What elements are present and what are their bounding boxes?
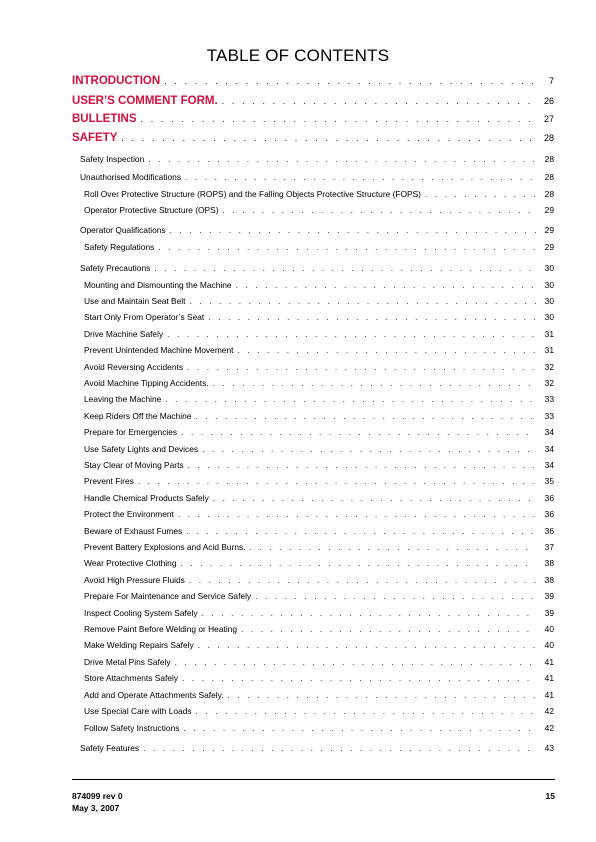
dot-leader [198, 607, 536, 619]
footer-page-number: 15 [545, 791, 555, 801]
toc-entry-page: 30 [544, 312, 554, 322]
toc-entry[interactable] [84, 344, 554, 356]
toc-entry[interactable] [84, 295, 554, 307]
toc-entry-label: Keep Riders Off the Machine [84, 411, 192, 421]
toc-entry[interactable] [84, 188, 554, 200]
toc-entry-page: 41 [544, 690, 554, 700]
toc-entry-page: 30 [544, 263, 554, 273]
toc-entry-label: Prepare For Maintenance and Service Safely [84, 591, 252, 601]
toc-entry[interactable] [84, 475, 554, 487]
dot-leader [134, 475, 536, 487]
toc-entry[interactable] [84, 443, 554, 455]
toc-entry[interactable] [80, 153, 554, 165]
toc-entry[interactable] [84, 311, 554, 323]
toc-entry-page: 32 [544, 362, 554, 372]
toc-entry-label: Roll Over Protective Structure (ROPS) and the Falling Objects Protective Structure (FOPS) [84, 189, 421, 199]
toc-entry-page: 36 [544, 526, 554, 536]
toc-entry-bulletins[interactable] [72, 111, 554, 127]
toc-entry-page: 34 [544, 427, 554, 437]
toc-entry[interactable] [84, 607, 554, 619]
dot-leader [174, 508, 536, 520]
toc-entry-page: 42 [544, 706, 554, 716]
toc-entry[interactable] [84, 656, 554, 668]
toc-entry-page: 33 [544, 411, 554, 421]
toc-entry[interactable] [84, 204, 554, 216]
toc-entry-page: 29 [544, 205, 554, 215]
dot-leader [251, 590, 536, 602]
dot-leader [184, 459, 536, 471]
toc-entry[interactable] [84, 672, 554, 684]
toc-entry-page: 31 [544, 329, 554, 339]
toc-entry-page: 40 [544, 640, 554, 650]
toc-entry[interactable] [84, 541, 554, 553]
dot-leader [209, 492, 536, 504]
toc-entry[interactable] [84, 590, 554, 602]
toc-entry-label: Leaving the Machine [84, 394, 162, 404]
dot-leader [178, 672, 536, 684]
dot-leader [176, 557, 536, 569]
toc-entry-page: 43 [544, 743, 554, 753]
toc-entry[interactable] [84, 459, 554, 471]
toc-entry-page: 36 [544, 493, 554, 503]
toc-entry-label: Beware of Exhaust Fumes [84, 526, 183, 536]
toc-entry[interactable] [84, 689, 554, 701]
toc-entry-label: Prevent Unintended Machine Movement [84, 345, 234, 355]
toc-entry[interactable] [84, 241, 554, 253]
toc-entry[interactable] [84, 426, 554, 438]
dot-leader [166, 224, 536, 236]
toc-entry-label: Wear Protective Clothing [84, 558, 177, 568]
toc-entry-introduction[interactable] [72, 73, 554, 89]
dot-leader [246, 541, 536, 553]
toc-entry-label: Add and Operate Attachments Safely. [84, 690, 224, 700]
toc-entry-page: 7 [548, 76, 554, 86]
toc-entry-page: 27 [543, 114, 554, 124]
toc-entry-page: 34 [544, 460, 554, 470]
toc-entry-label: Safety Features [80, 743, 140, 753]
toc-entry[interactable] [84, 393, 554, 405]
toc-entry-label: Prevent Battery Explosions and Acid Burns. [84, 542, 246, 552]
footer-doc-number: 874099 rev 0 [72, 791, 123, 801]
toc-entry-label: Prepare for Emergencies [84, 427, 178, 437]
dot-leader [182, 525, 536, 537]
toc-entry-page: 31 [544, 345, 554, 355]
toc-entry-label: Mounting and Dismounting the Machine [84, 280, 232, 290]
toc-entry-page: 38 [544, 558, 554, 568]
dot-leader [117, 130, 536, 146]
toc-entry[interactable] [84, 623, 554, 635]
toc-entry-page: 29 [544, 225, 554, 235]
dot-leader [137, 111, 536, 127]
toc-entry[interactable] [84, 279, 554, 291]
toc-entry-label: Avoid Reversing Accidents [84, 362, 184, 372]
footer-date: May 3, 2007 [72, 803, 120, 813]
dot-leader [209, 377, 536, 389]
toc-entry[interactable] [84, 361, 554, 373]
dot-leader [171, 656, 536, 668]
toc-entry-page: 38 [544, 575, 554, 585]
toc-entry-page: 37 [544, 542, 554, 552]
dot-leader [181, 171, 536, 183]
toc-entry-label: Inspect Cooling System Safely [84, 608, 198, 618]
dot-leader [144, 153, 536, 165]
toc-entry-page: 30 [544, 296, 554, 306]
toc-entry-label: Avoid High Pressure Fluids [84, 575, 185, 585]
dot-leader [218, 93, 536, 109]
toc-entry-label: Make Welding Repairs Safely [84, 640, 194, 650]
dot-leader [179, 722, 536, 734]
dot-leader [194, 639, 536, 651]
toc-entry-page: 42 [544, 723, 554, 733]
toc-entry-label: Avoid Machine Tipping Accidents. [84, 378, 209, 388]
toc-entry[interactable] [84, 722, 554, 734]
toc-entry-page: 29 [544, 242, 554, 252]
toc-entry-page: 30 [544, 280, 554, 290]
toc-entry[interactable] [84, 328, 554, 340]
toc-entry-label: Stay Clear of Moving Parts [84, 460, 184, 470]
toc-entry-label: Prevent Fires [84, 476, 134, 486]
toc-entry-label: Remove Paint Before Welding or Heating [84, 624, 238, 634]
toc-entry-page: 39 [544, 591, 554, 601]
toc-entry[interactable] [84, 410, 554, 422]
toc-entry[interactable] [84, 525, 554, 537]
toc-entry[interactable] [80, 742, 554, 754]
toc-entry[interactable] [84, 557, 554, 569]
toc-entry[interactable] [80, 262, 554, 274]
dot-leader [186, 295, 537, 307]
dot-leader [191, 410, 536, 422]
toc-entry-label: Unauthorised Modifications [80, 172, 182, 182]
toc-entry[interactable] [80, 224, 554, 236]
toc-entry-page: 33 [544, 394, 554, 404]
toc-entry-page: 36 [544, 509, 554, 519]
toc-entry-label: Use Safety Lights and Devices [84, 444, 199, 454]
toc-entry-label: Operator Protective Structure (OPS) [84, 205, 219, 215]
dot-leader [219, 204, 536, 216]
dot-leader [192, 705, 536, 717]
toc-entry-label: Safety Precautions [80, 263, 151, 273]
toc-entry-page: 28 [543, 133, 554, 143]
toc-entry-label: Operator Qualifications [80, 225, 166, 235]
toc-entry-page: 41 [544, 657, 554, 667]
dot-leader [185, 574, 536, 586]
toc-entry-label: Protect the Environment [84, 509, 174, 519]
toc-entry-label: Drive Metal Pins Safely [84, 657, 171, 667]
page-title: TABLE OF CONTENTS [206, 46, 390, 65]
toc-entry-page: 26 [543, 96, 554, 106]
toc-entry[interactable] [84, 574, 554, 586]
toc-entry-label: Use and Maintain Seat Belt [84, 296, 186, 306]
dot-leader [233, 344, 536, 356]
dot-leader [160, 73, 536, 89]
toc-entry[interactable] [84, 639, 554, 651]
toc-entry[interactable] [84, 492, 554, 504]
dot-leader [237, 623, 536, 635]
toc-entry-label: Start Only From Operator’s Seat [84, 312, 205, 322]
dot-leader [224, 689, 536, 701]
toc-entry-page: 39 [544, 608, 554, 618]
toc-entry-label: INTRODUCTION [72, 75, 161, 87]
toc-entry-page: 41 [544, 673, 554, 683]
footer-doc-info [72, 790, 123, 814]
toc-entry[interactable] [84, 705, 554, 717]
toc-entry-label: Drive Machine Safely [84, 329, 164, 339]
dot-leader [154, 241, 536, 253]
dot-leader [183, 361, 536, 373]
toc-entry[interactable] [80, 171, 554, 183]
toc-entry-label: Handle Chemical Products Safely [84, 493, 209, 503]
dot-leader [150, 262, 536, 274]
toc-entry-page: 35 [544, 476, 554, 486]
toc-entry-label: Store Attachments Safely [84, 673, 179, 683]
toc-entry[interactable] [84, 377, 554, 389]
toc-entry-page: 32 [544, 378, 554, 388]
toc-entry-label: BULLETINS [72, 113, 137, 125]
toc-entry-label: USER’S COMMENT FORM. [72, 95, 218, 107]
dot-leader [161, 393, 536, 405]
dot-leader [421, 188, 536, 200]
toc-entry-label: Safety Inspection [80, 154, 145, 164]
toc-entry-page: 34 [544, 444, 554, 454]
toc-entry-page: 40 [544, 624, 554, 634]
toc-entry-safety[interactable] [72, 130, 554, 146]
toc-entry-page: 28 [544, 154, 554, 164]
toc-entry[interactable] [84, 508, 554, 520]
dot-leader [177, 426, 536, 438]
dot-leader [204, 311, 536, 323]
dot-leader [163, 328, 536, 340]
toc-entry-page: 28 [544, 189, 554, 199]
toc-entry-page: 28 [544, 172, 554, 182]
toc-entry-label: Follow Safety Instructions [84, 723, 180, 733]
dot-leader [198, 443, 536, 455]
toc-entry-label: Safety Regulations [84, 242, 155, 252]
dot-leader [139, 742, 536, 754]
toc-entry-users-comment-form[interactable] [72, 93, 554, 109]
toc-entry-label: SAFETY [72, 132, 118, 144]
footer-divider [72, 779, 555, 780]
dot-leader [232, 279, 536, 291]
toc-entry-label: Use Special Care with Loads [84, 706, 192, 716]
